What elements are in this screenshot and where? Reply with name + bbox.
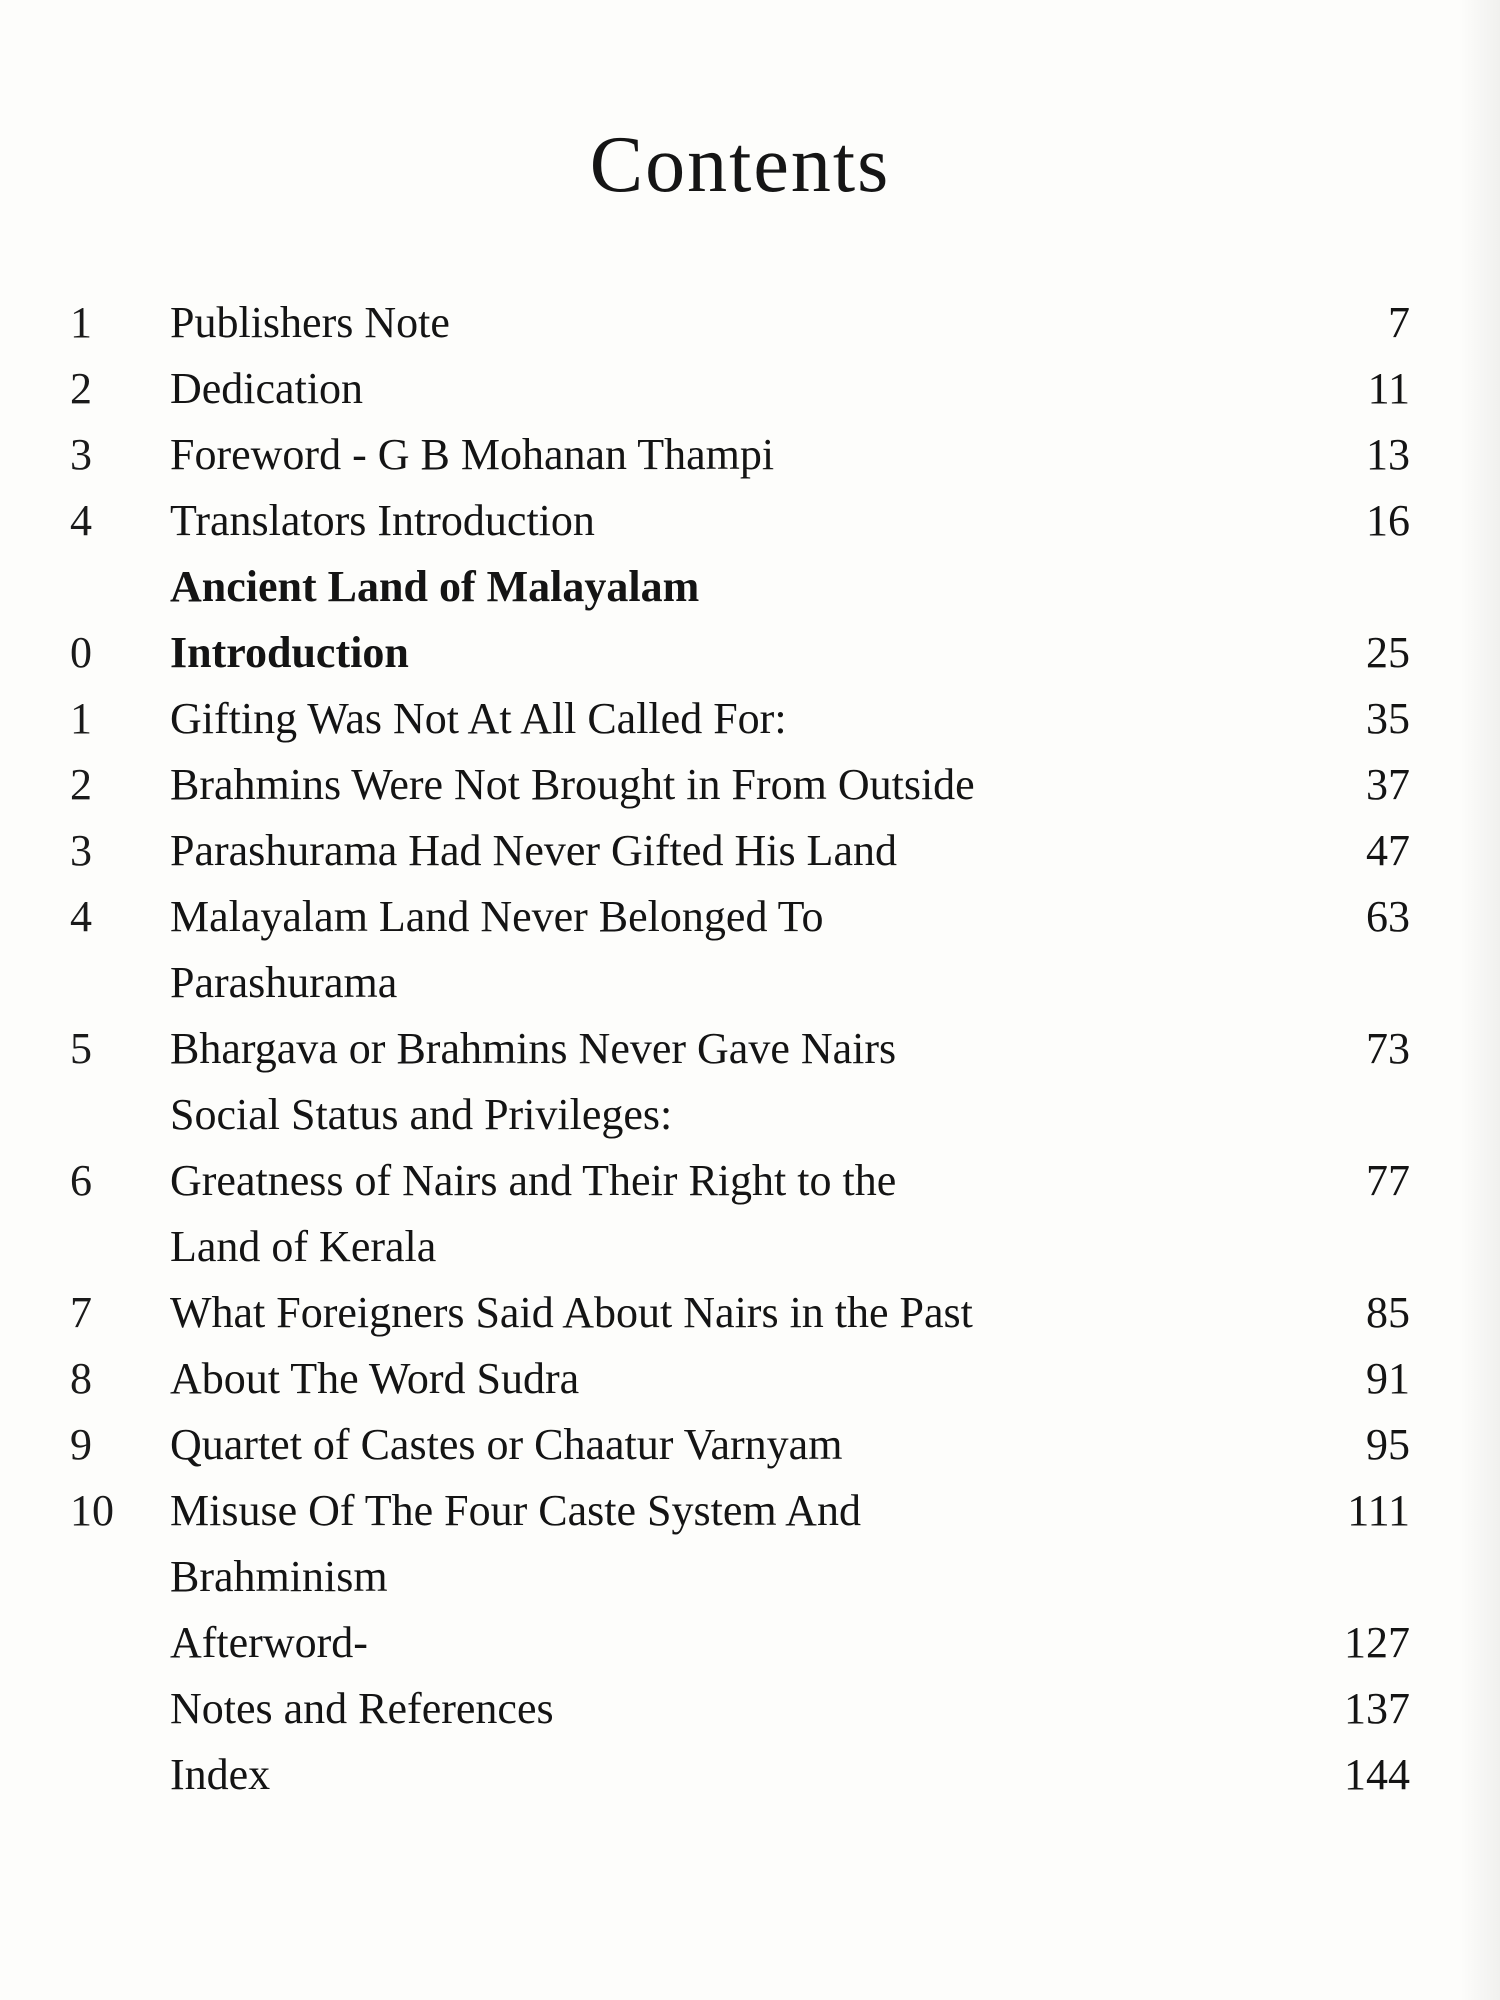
toc-entry-title: Malayalam Land Never Belonged To	[170, 892, 824, 941]
toc-entry-page-number: 47	[1366, 826, 1410, 875]
table-of-contents	[70, 290, 1410, 1808]
toc-entry	[70, 356, 1410, 422]
toc-entry	[70, 1742, 1410, 1808]
toc-entry-page-number: 95	[1366, 1420, 1410, 1469]
toc-entry-page-number: 63	[1366, 892, 1410, 941]
toc-entry-page-number: 137	[1344, 1684, 1410, 1733]
toc-entry-title: Notes and References	[170, 1684, 554, 1733]
toc-entry	[70, 1280, 1410, 1346]
toc-entry-number: 0	[70, 628, 92, 677]
toc-entry-title: Parashurama Had Never Gifted His Land	[170, 826, 897, 875]
toc-entry	[70, 1346, 1410, 1412]
toc-entry-title: Brahminism	[170, 1552, 388, 1601]
toc-entry-title: About The Word Sudra	[170, 1354, 580, 1403]
toc-entry-number: 1	[70, 694, 92, 743]
toc-entry	[70, 554, 1410, 620]
toc-entry-page-number: 144	[1344, 1750, 1410, 1799]
toc-entry-page-number: 91	[1366, 1354, 1410, 1403]
toc-entry-page-number: 11	[1367, 364, 1410, 413]
toc-entry-title: Bhargava or Brahmins Never Gave Nairs	[170, 1024, 897, 1073]
toc-entry	[70, 1082, 1410, 1148]
toc-entry-number: 2	[70, 760, 92, 809]
toc-entry-title: Misuse Of The Four Caste System And	[170, 1486, 861, 1535]
toc-entry-page-number: 111	[1347, 1486, 1410, 1535]
toc-entry-number: 5	[70, 1024, 92, 1073]
toc-entry-number: 3	[70, 430, 92, 479]
toc-entry	[70, 1412, 1410, 1478]
toc-entry-page-number: 25	[1366, 628, 1410, 677]
toc-entry-title: Afterword-	[170, 1618, 368, 1667]
toc-entry-page-number: 73	[1366, 1024, 1410, 1073]
toc-entry-number: 2	[70, 364, 92, 413]
toc-entry	[70, 620, 1410, 686]
toc-entry	[70, 422, 1410, 488]
toc-entry-number: 4	[70, 496, 92, 545]
page-title: Contents	[589, 121, 891, 209]
toc-entry-title: Parashurama	[170, 958, 398, 1007]
toc-entry-page-number: 7	[1388, 298, 1410, 347]
toc-entry	[70, 1544, 1410, 1610]
toc-entry-title: Foreword - G B Mohanan Thampi	[170, 430, 775, 479]
toc-entry-number: 3	[70, 826, 92, 875]
toc-entry	[70, 686, 1410, 752]
toc-entry-number: 10	[70, 1486, 114, 1535]
toc-entry	[70, 290, 1410, 356]
toc-entry-number: 4	[70, 892, 92, 941]
toc-entry-page-number: 13	[1366, 430, 1410, 479]
toc-entry-page-number: 77	[1366, 1156, 1410, 1205]
toc-entry-title: Publishers Note	[170, 298, 450, 347]
toc-entry-title: Translators Introduction	[170, 496, 595, 545]
toc-entry-title: Introduction	[170, 628, 409, 677]
page-edge-shadow	[1460, 0, 1500, 2000]
toc-entry-page-number: 16	[1366, 496, 1410, 545]
toc-entry-page-number: 85	[1366, 1288, 1410, 1337]
toc-entry-page-number: 127	[1344, 1618, 1410, 1667]
toc-entry	[70, 1676, 1410, 1742]
toc-entry-title: Ancient Land of Malayalam	[170, 562, 700, 611]
toc-entry-title: Greatness of Nairs and Their Right to the	[170, 1156, 897, 1205]
toc-entry-number: 1	[70, 298, 92, 347]
toc-entry	[70, 488, 1410, 554]
toc-entry	[70, 752, 1410, 818]
toc-entry	[70, 818, 1410, 884]
toc-entry-title: Social Status and Privileges:	[170, 1090, 673, 1139]
toc-entry	[70, 1478, 1410, 1544]
toc-entry-number: 9	[70, 1420, 92, 1469]
toc-entry-number: 7	[70, 1288, 92, 1337]
toc-entry-page-number: 35	[1366, 694, 1410, 743]
toc-entry	[70, 1610, 1410, 1676]
toc-entry-title: Land of Kerala	[170, 1222, 437, 1271]
toc-entry-page-number: 37	[1366, 760, 1410, 809]
toc-entry	[70, 884, 1410, 950]
toc-entry-title: Quartet of Castes or Chaatur Varnyam	[170, 1420, 843, 1469]
toc-entry	[70, 1148, 1410, 1214]
toc-entry-title: Brahmins Were Not Brought in From Outside	[170, 760, 975, 809]
toc-entry-title: Index	[170, 1750, 271, 1799]
toc-entry-number: 6	[70, 1156, 92, 1205]
toc-entry	[70, 950, 1410, 1016]
toc-entry-number: 8	[70, 1354, 92, 1403]
toc-entry	[70, 1016, 1410, 1082]
toc-entry-title: Dedication	[170, 364, 364, 413]
toc-entry-title: What Foreigners Said About Nairs in the Past	[170, 1288, 973, 1337]
toc-entry	[70, 1214, 1410, 1280]
toc-entry-title: Gifting Was Not At All Called For:	[170, 694, 787, 743]
